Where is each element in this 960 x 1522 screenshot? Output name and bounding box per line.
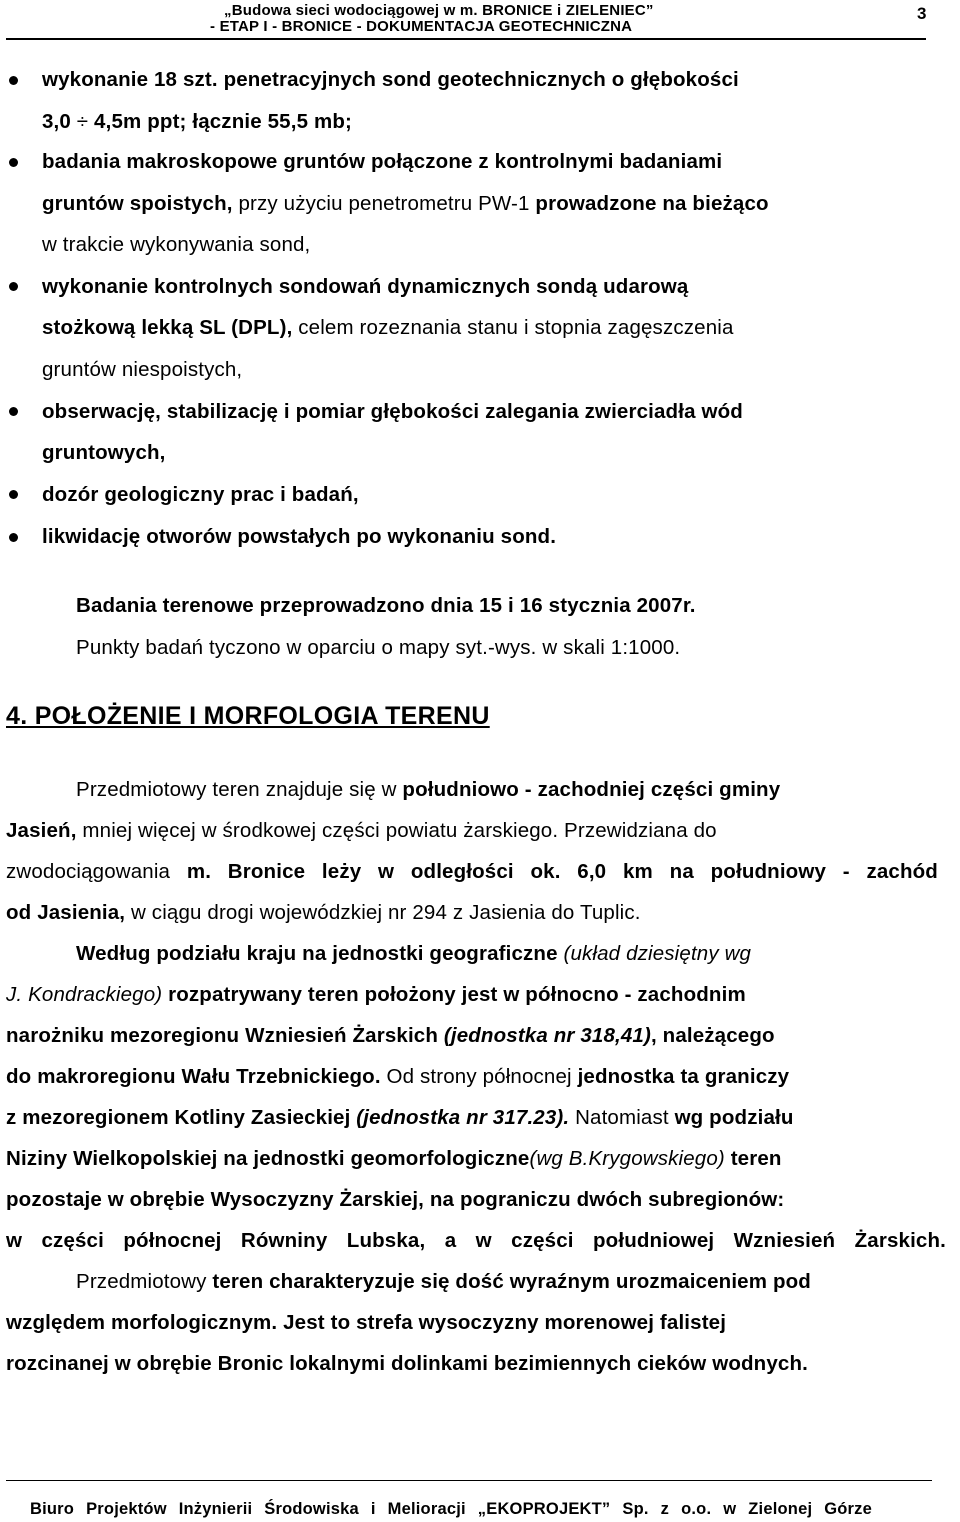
text-run: względem morfologicznym. Jest to strefa wysoczyzny morenowej falistej [6,1311,727,1334]
text-run: Przedmiotowy [76,1270,213,1293]
text-run: likwidację otworów powstałych po wykonaniu sond. [42,525,557,548]
text-run: narożniku mezoregionu Wzniesień Żarskich [6,1024,444,1047]
body-line [6,1147,782,1171]
body-line [6,1311,726,1335]
bullet-marker [9,490,18,499]
text-run: od Jasienia, [6,901,131,924]
text-run: wykonanie 18 szt. penetracyjnych sond geotechnicznych o głębokości [42,68,739,91]
bullet-line [42,150,722,174]
bullet-line [42,441,166,465]
text-run: rozpatrywany teren położony jest w północno - zachodnim [168,983,746,1006]
section-heading: 4. POŁOŻENIE I MORFOLOGIA TERENU [6,702,490,730]
text-run: teren [730,1147,782,1170]
body-line [76,1270,811,1294]
body-line [6,819,717,843]
text-run: wg podziału [674,1106,794,1129]
page-number: 3 [917,4,927,23]
bullet-line [42,192,769,216]
header-title: „Budowa sieci wodociągowej w m. BRONICE i ZIELENIEC” [224,2,654,19]
text-run: teren charakteryzuje się dość wyraźnym urozmaiceniem pod [212,1270,811,1293]
text-run: gruntów spoistych, [42,192,239,215]
text-run: dozór geologiczny prac i badań, [42,483,359,506]
body-line [6,1024,775,1048]
body-line [76,942,751,966]
text-run: m. Bronice leży w odległości ok. 6,0 km na południowy - zachód [186,860,938,883]
body-line [6,901,641,925]
text-run: (jednostka nr 317.23). [356,1106,570,1129]
text-run: Jasień, [6,819,83,842]
body-line [6,1229,946,1253]
bullet-marker [9,76,18,85]
text-run: stożkową lekką SL (DPL), [42,316,299,339]
body-line [6,1106,794,1130]
text-run: gruntowych, [42,441,166,464]
text-run: prowadzone na bieżąco [535,192,769,215]
text-run: Od strony północnej [386,1065,578,1088]
text-run: Niziny Wielkopolskiej na jednostki geomorfologiczne [6,1147,530,1170]
header-subtitle: - ETAP I - BRONICE - DOKUMENTACJA GEOTECHNICZNA [210,18,633,35]
bullet-line [42,316,734,340]
bullet-marker [9,282,18,291]
bullet-line [42,358,242,382]
text-run: w trakcie wykonywania sond, [42,233,311,256]
text-run: (układ dziesiętny wg [563,942,752,965]
text-run: rozcinanej w obrębie Bronic lokalnymi dolinkami bezimiennych cieków wodnych. [6,1352,808,1375]
text-run: , należącego [650,1024,775,1047]
text-run: południowo - zachodniej części gminy [402,778,781,801]
text-run: celem rozeznania stanu i stopnia zagęszczenia [298,316,734,339]
body-line [6,860,938,884]
bullet-line [42,68,739,92]
bullet-marker [9,533,18,542]
text-run: jednostka ta graniczy [577,1065,790,1088]
body-line [6,1065,789,1089]
text-run: pozostaje w obrębie Wysoczyzny Żarskiej, na pograniczu dwóch subregionów: [6,1188,785,1211]
text-run: gruntów niespoistych, [42,358,243,381]
text-run: w części północnej Równiny Lubska, a w części południowej Wzniesień Żarskich. [6,1229,946,1252]
text-run: przy użyciu penetrometru PW-1 [238,192,536,215]
text-run: J. Kondrackiego) [6,983,169,1006]
text-run: (wg B.Krygowskiego) [529,1147,731,1170]
text-run: Natomiast [569,1106,675,1129]
text-run: Badania terenowe przeprowadzono dnia 15 i 16 stycznia 2007r. [76,594,696,617]
field-work-date [76,594,696,618]
body-line [76,778,780,802]
text-run: Punkty badań tyczono w oparciu o mapy syt.-wys. w skali 1:1000. [76,636,681,659]
text-run: z mezoregionem Kotliny Zasieckiej [6,1106,357,1129]
bullet-line [42,525,556,549]
text-run: do makroregionu Wału Trzebnickiego. [6,1065,387,1088]
body-line [6,1188,784,1212]
text-run: mniej więcej w środkowej części powiatu żarskiego. Przewidziana do [82,819,717,842]
bullet-line [42,400,743,424]
survey-note [76,636,680,660]
text-run: badania makroskopowe gruntów połączone z kontrolnymi badaniami [42,150,723,173]
footer-rule [6,1480,932,1481]
bullet-line [42,483,359,507]
text-run: zwodociągowania [6,860,187,883]
header-rule [6,38,926,40]
bullet-marker [9,158,18,167]
bullet-line [42,110,352,134]
text-run: w ciągu drogi wojewódzkiej nr 294 z Jasienia do Tuplic. [131,901,641,924]
bullet-line [42,275,688,299]
text-run: Według podziału kraju na jednostki geograficzne [76,942,564,965]
text-run: ÷ [76,110,89,133]
footer-text: Biuro Projektów Inżynierii Środowiska i Melioracji „EKOPROJEKT” Sp. z o.o. w Zielonej Górze [30,1500,872,1518]
text-run: obserwację, stabilizację i pomiar głębokości zalegania zwierciadła wód [42,400,743,423]
body-line [6,983,746,1007]
text-run: 4,5m ppt; łącznie 55,5 mb; [88,110,352,133]
bullet-line [42,233,310,257]
text-run: wykonanie kontrolnych sondowań dynamicznych sondą udarową [42,275,689,298]
body-line [6,1352,808,1376]
text-run: (jednostka nr 318,41) [443,1024,651,1047]
text-run: Przedmiotowy teren znajduje się w [76,778,403,801]
text-run: 3,0 [42,110,77,133]
bullet-marker [9,407,18,416]
